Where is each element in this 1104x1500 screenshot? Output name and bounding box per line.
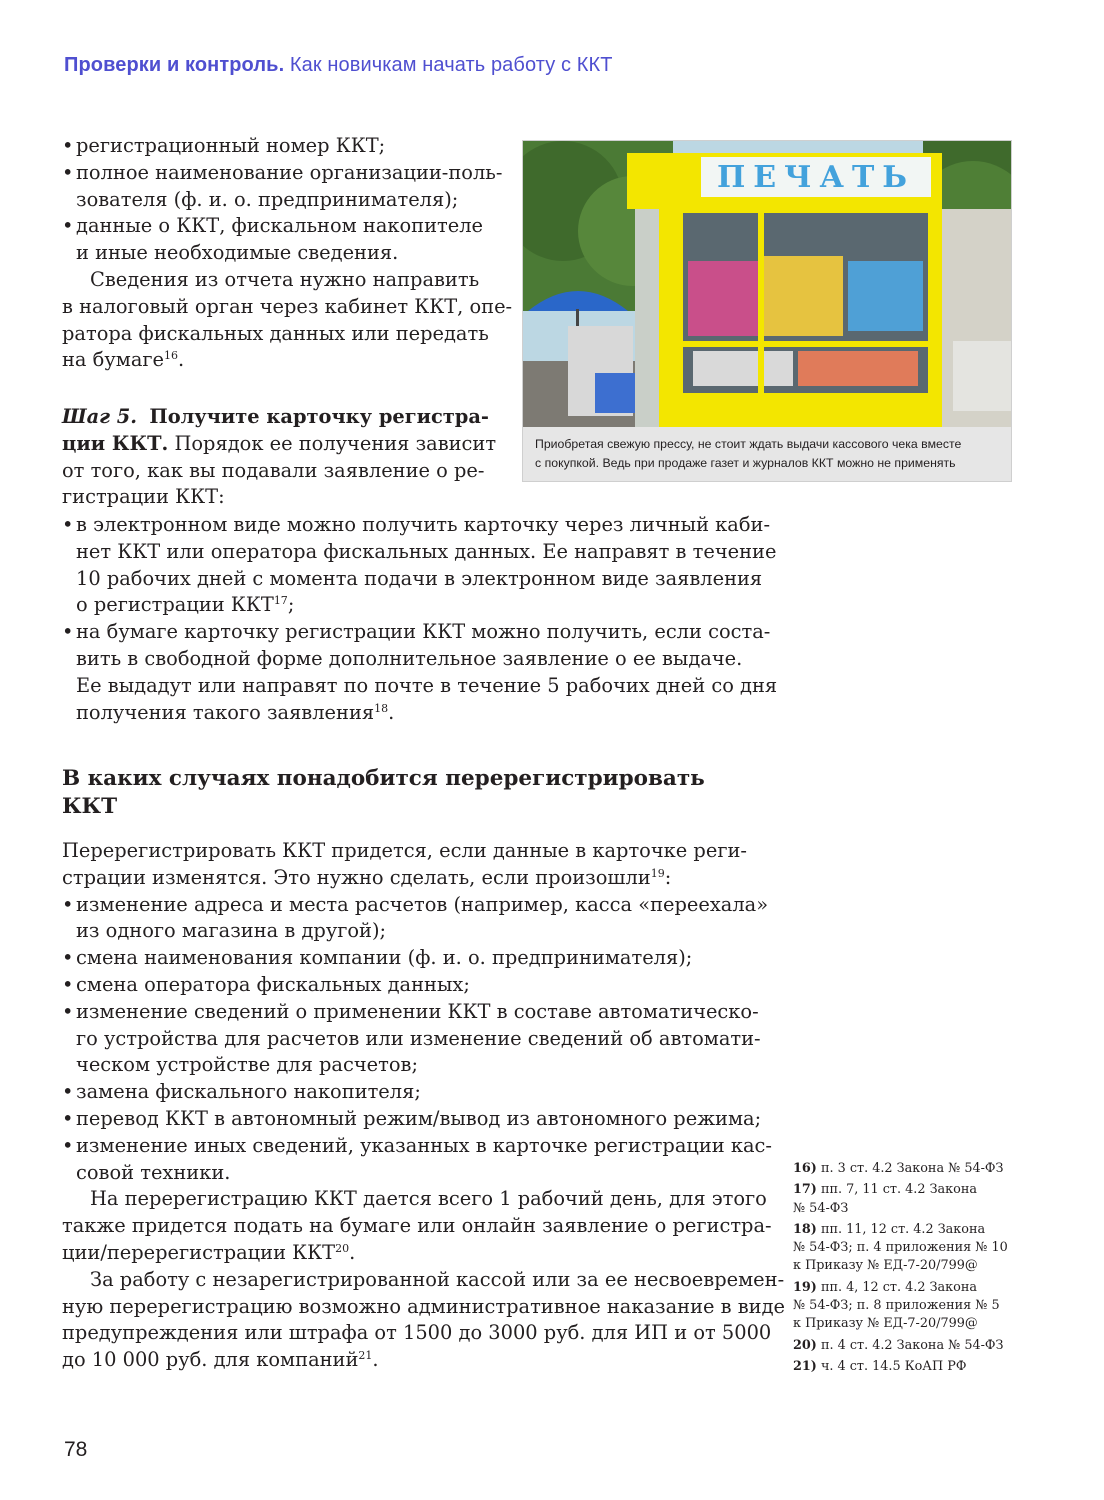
sign-text: ПЕЧАТЬ — [716, 160, 916, 195]
section2-text: изменение адреса и места расчетов (например, касса «переехала» — [76, 892, 769, 916]
step5-bullet-text: о регистрации ККТ — [76, 593, 274, 617]
footnote-text: № 54-ФЗ; п. 8 приложения № 5 — [793, 1298, 1000, 1314]
footnote-text: № 54-ФЗ; п. 4 приложения № 10 — [793, 1240, 1008, 1256]
step5-title-2: ции ККТ. — [62, 431, 169, 455]
section2-text: смена наименования компании (ф. и. о. предпринимателя); — [76, 946, 693, 970]
step5-bullet-text: на бумаге карточку регистрации ККТ можно получить, если соста- — [76, 620, 771, 644]
section2-text: из одного магазина в другой); — [76, 919, 387, 943]
kiosk-photo — [522, 140, 1012, 482]
footnote-line — [793, 1181, 1008, 1199]
footnote-text: п. 3 ст. 4.2 Закона № 54-ФЗ — [816, 1161, 1004, 1176]
step5-bullet-line — [62, 673, 777, 700]
footnote-ref: 16 — [164, 349, 179, 363]
step5-bullet-line — [62, 512, 777, 539]
car — [953, 341, 1011, 411]
top-line — [62, 347, 512, 374]
section2-text: изменение иных сведений, указанных в карточке регистрации кас- — [76, 1133, 772, 1157]
footnote — [793, 1181, 1008, 1218]
footnote — [793, 1358, 1008, 1376]
section2-line — [62, 1026, 785, 1053]
step5-line1 — [62, 404, 496, 431]
section2-text: ческом устройстве для расчетов; — [76, 1053, 418, 1077]
footnote-number: 18) — [793, 1221, 817, 1237]
section2-line — [62, 918, 785, 945]
footnote-text: к Приказу № ЕД-7-20/799@ — [793, 1316, 978, 1332]
footnote-line — [793, 1358, 1008, 1376]
section2-line — [62, 1320, 785, 1347]
footnote-text: ч. 4 ст. 14.5 КоАП РФ — [816, 1358, 967, 1374]
step5-bullet-punct: . — [388, 700, 395, 724]
section2-line — [62, 1052, 785, 1079]
step5-line3: от того, как вы подавали заявление о ре- — [62, 458, 485, 482]
bullet-icon: • — [62, 892, 74, 916]
cooler — [595, 373, 640, 413]
section2-text: совой техники. — [76, 1160, 231, 1184]
top-line — [62, 294, 512, 321]
footnote-line — [793, 1279, 1008, 1297]
section2-line — [62, 1160, 785, 1187]
section2-line — [62, 1079, 785, 1106]
section2-text: На перерегистрацию ККТ дается всего 1 рабочий день, для этого — [90, 1187, 767, 1211]
section2-text: смена оператора фискальных данных; — [76, 972, 470, 996]
bullet-icon: • — [62, 160, 74, 184]
section2-line — [62, 1267, 785, 1294]
footnote-ref: 18 — [374, 701, 389, 715]
bullet-icon: • — [62, 620, 74, 644]
section2-line — [62, 1347, 785, 1374]
section2-line — [62, 1294, 785, 1321]
section2-punct: . — [372, 1348, 379, 1372]
section2-text: замена фискального накопителя; — [76, 1080, 421, 1104]
footnote-text: п. 4 ст. 4.2 Закона № 54-ФЗ — [816, 1337, 1004, 1353]
top-line — [62, 160, 512, 187]
footnote-line — [793, 1200, 1008, 1218]
footnote-text: пп. 4, 12 ст. 4.2 Закона — [816, 1279, 978, 1295]
section2-text: предупреждения или штрафа от 1500 до 3000 руб. для ИП и от 5000 — [62, 1321, 772, 1345]
bullet-icon: • — [62, 134, 74, 157]
footnote-line — [793, 1221, 1008, 1239]
step5-bullet-line — [62, 539, 777, 566]
heading-line1: В каких случаях понадобится перерегистрировать — [62, 766, 705, 791]
step5-bullet-text: вить в свободной форме дополнительное заявление о ее выдаче. — [76, 646, 743, 670]
top-line — [62, 321, 512, 348]
footnote-text: пп. 11, 12 ст. 4.2 Закона — [816, 1221, 986, 1237]
section2-text: ции/перерегистрации ККТ — [62, 1240, 336, 1264]
step5-label: Шаг 5. — [62, 405, 138, 428]
footnote-number: 19) — [793, 1279, 817, 1295]
step5-bullet-line — [62, 566, 777, 593]
section2-text: также придется подать на бумаге или онлайн заявление о регистра- — [62, 1214, 772, 1238]
bullet-icon: • — [62, 513, 74, 536]
section2-text: изменение сведений о применении ККТ в составе автоматическо- — [76, 999, 759, 1023]
photo-caption — [523, 427, 1011, 481]
step5-title-1: Получите карточку регистра- — [149, 405, 489, 428]
footnote-number: 21) — [793, 1358, 817, 1374]
section2-line — [62, 1106, 785, 1133]
step5-bullet-line — [62, 700, 777, 727]
section2-line — [62, 1133, 785, 1160]
running-header — [64, 54, 613, 77]
section2-line — [62, 999, 785, 1026]
section2-text: го устройства для расчетов или изменение сведений об автомати- — [76, 1026, 761, 1050]
step5-bullet-text: Ее выдадут или направят по почте в течение 5 рабочих дней со дня — [76, 673, 778, 697]
top-text: и иные необходимые сведения. — [76, 241, 399, 265]
bullet-icon: • — [62, 1133, 74, 1157]
section2-text: Перерегистрировать ККТ придется, если данные в карточке реги- — [62, 839, 747, 862]
footnote-line — [793, 1337, 1008, 1355]
section2-punct: . — [349, 1240, 356, 1264]
footnote-ref: 19 — [650, 866, 665, 880]
top-text: полное наименование организации-поль- — [76, 160, 503, 184]
magazines-4 — [693, 351, 793, 386]
section2-line — [62, 838, 785, 865]
section2-text: За работу с незарегистрированной кассой или за ее несвоевремен- — [90, 1267, 785, 1291]
footnote-line — [793, 1239, 1008, 1257]
step5-bullet-text: в электронном виде можно получить карточку через личный каби- — [76, 513, 770, 536]
footnote-ref: 20 — [335, 1241, 350, 1255]
caption-line1: Приобретая свежую прессу, не стоит ждать выдачи кассового чека вместе — [535, 437, 962, 451]
section2-line — [62, 1186, 785, 1213]
footnote-line — [793, 1160, 1008, 1178]
top-text: регистрационный номер ККТ; — [76, 134, 386, 157]
top-text: ратора фискальных данных или передать — [62, 321, 489, 345]
section2-text: перевод ККТ в автономный режим/вывод из автономного режима; — [76, 1106, 762, 1130]
kiosk-illustration — [523, 141, 1011, 427]
footnote-number: 17) — [793, 1182, 817, 1198]
header-section: Проверки и контроль. — [64, 54, 285, 76]
section-heading — [62, 765, 705, 821]
top-text: в налоговый орган через кабинет ККТ, опе- — [62, 294, 513, 318]
footnote-number: 20) — [793, 1337, 817, 1353]
step5-bullet-punct: ; — [287, 593, 295, 617]
step5-bullet-text: нет ККТ или оператора фискальных данных. Ее направят в течение — [76, 539, 777, 563]
bullet-icon: • — [62, 999, 74, 1023]
window-frame-h — [683, 341, 928, 347]
magazines-1 — [688, 261, 758, 336]
footnote-line — [793, 1297, 1008, 1315]
caption-line2: с покупкой. Ведь при продаже газет и журналов ККТ можно не применять — [535, 455, 956, 470]
footnote-text: к Приказу № ЕД-7-20/799@ — [793, 1258, 978, 1274]
bullet-icon: • — [62, 214, 74, 238]
section2-line — [62, 972, 785, 999]
magazines-2 — [763, 256, 843, 336]
header-title: Как новичкам начать работу с ККТ — [284, 54, 613, 76]
magazines-3 — [848, 261, 923, 331]
footnote-text: пп. 7, 11 ст. 4.2 Закона — [816, 1182, 978, 1198]
window-frame-v — [758, 213, 764, 427]
footnote — [793, 1221, 1008, 1276]
step5-line2 — [62, 431, 496, 458]
step5-line2-rest: Порядок ее получения зависит — [168, 431, 497, 455]
top-text: на бумаге — [62, 348, 165, 372]
magazines-5 — [798, 351, 918, 386]
section2-text: ную перерегистрацию возможно административное наказание в виде — [62, 1294, 786, 1318]
step5-block — [62, 404, 496, 511]
top-line — [62, 133, 512, 160]
top-line — [62, 240, 512, 267]
step5-bullet-line — [62, 619, 777, 646]
footnote-ref: 17 — [273, 594, 288, 608]
section2-text: до 10 000 руб. для компаний — [62, 1348, 359, 1372]
section2-line — [62, 892, 785, 919]
step5-bullet-text: 10 рабочих дней с момента подачи в электронном виде заявления — [76, 566, 763, 590]
step5-bullet-text: получения такого заявления — [76, 700, 375, 724]
footnote — [793, 1279, 1008, 1334]
step5-bullet-line — [62, 646, 777, 673]
text-block-top — [62, 133, 512, 374]
step5-bullets — [62, 512, 777, 726]
footnote-ref: 21 — [358, 1349, 373, 1363]
bullet-icon: • — [62, 1106, 74, 1130]
footnote — [793, 1337, 1008, 1355]
step5-line4: гистрации ККТ: — [62, 485, 225, 509]
top-text: зователя (ф. и. о. предпринимателя); — [76, 187, 459, 211]
section2-line — [62, 1213, 785, 1240]
page-number: 78 — [64, 1438, 88, 1461]
top-text: данные о ККТ, фискальном накопителе — [76, 214, 484, 238]
bullet-icon: • — [62, 972, 74, 996]
top-line — [62, 213, 512, 240]
footnote-line — [793, 1257, 1008, 1275]
step5-bullet-line — [62, 592, 777, 619]
footnote-text: № 54-ФЗ — [793, 1200, 849, 1216]
section2-line — [62, 1240, 785, 1267]
footnotes — [793, 1160, 1008, 1379]
heading-line2: ККТ — [62, 794, 118, 819]
footnote — [793, 1160, 1008, 1178]
bullet-icon: • — [62, 946, 74, 970]
top-line — [62, 187, 512, 214]
section2-punct: : — [664, 865, 672, 889]
footnote-line — [793, 1315, 1008, 1333]
text-block-section2 — [62, 838, 785, 1374]
bullet-icon: • — [62, 1080, 74, 1104]
top-line — [62, 267, 512, 294]
top-text: Сведения из отчета нужно направить — [90, 267, 480, 291]
section2-line — [62, 865, 785, 892]
footnote-number: 16) — [793, 1161, 817, 1176]
top-punct: . — [178, 348, 185, 372]
section2-text: страции изменятся. Это нужно сделать, если произошли — [62, 865, 651, 889]
section2-line — [62, 945, 785, 972]
